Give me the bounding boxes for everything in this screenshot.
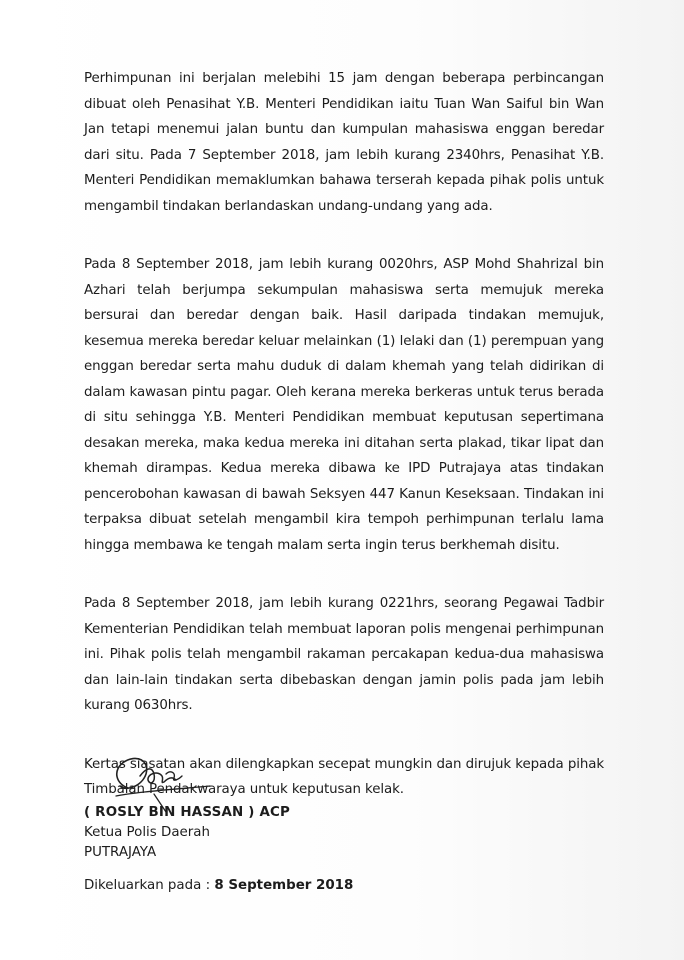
signatory-location: PUTRAJAYA	[84, 845, 157, 860]
issued-line	[84, 876, 353, 896]
paragraph-4: Kertas siasatan akan dilengkapkan secepat mungkin dan dirujuk kepada pihak Timbalan Pendakwaraya untuk keputusan kelak.	[84, 756, 604, 797]
issued-label: Dikeluarkan pada :	[84, 878, 211, 893]
signatory-name: ( ROSLY BIN HASSAN ) ACP	[84, 805, 291, 820]
signatory-title: Ketua Polis Daerah	[84, 825, 210, 840]
issued-date: 8 September 2018	[214, 878, 354, 893]
paragraph-2: Pada 8 September 2018, jam lebih kurang 0020hrs, ASP Mohd Shahrizal bin Azhari telah berjumpa sekumpulan mahasiswa serta memujuk mereka bersurai dan beredar dengan baik. Hasil daripada tindakan memujuk, kesemua mereka beredar keluar melainkan (1) lelaki dan (1) perempuan yang enggan beredar serta mahu duduk di dalam khemah yang telah didirikan di dalam kawasan pintu pagar. Oleh kerana mereka berkeras untuk terus berada di situ sehingga Y.B. Menteri Pendidikan membuat keputusan sepertimana desakan mereka, maka kedua mereka ini ditahan serta plakad, tikar lipat dan khemah dirampas. Kedua mereka dibawa ke IPD Putrajaya atas tindakan pencerobohan kawasan di bawah Seksyen 447 Kanun Keseksaan. Tindakan ini terpaksa dibuat setelah mengambil kira tempoh perhimpunan terlalu lama hingga membawa ke tengah malam serta ingin terus berkhemah disitu.	[84, 257, 604, 553]
letter-body	[84, 66, 604, 836]
paragraph-1: Perhimpunan ini berjalan melebihi 15 jam dengan beberapa perbincangan dibuat oleh Penasihat Y.B. Menteri Pendidikan iaitu Tuan Wan Saiful bin Wan Jan tetapi menemui jalan buntu dan kumpulan mahasiswa enggan beredar dari situ. Pada 7 September 2018, jam lebih kurang 2340hrs, Penasihat Y.B. Menteri Pendidikan memaklumkan bahawa terserah kepada pihak polis untuk mengambil tindakan berlandaskan undang-undang yang ada.	[84, 71, 604, 214]
paragraph-3: Pada 8 September 2018, jam lebih kurang 0221hrs, seorang Pegawai Tadbir Kementerian Pendidikan telah membuat laporan polis mengenai perhimpunan ini. Pihak polis telah mengambil rakaman percakapan kedua-dua mahasiswa dan lain-lain tindakan serta dibebaskan dengan jamin polis pada jam lebih kurang 0630hrs.	[84, 596, 604, 713]
signature-block	[84, 803, 290, 863]
